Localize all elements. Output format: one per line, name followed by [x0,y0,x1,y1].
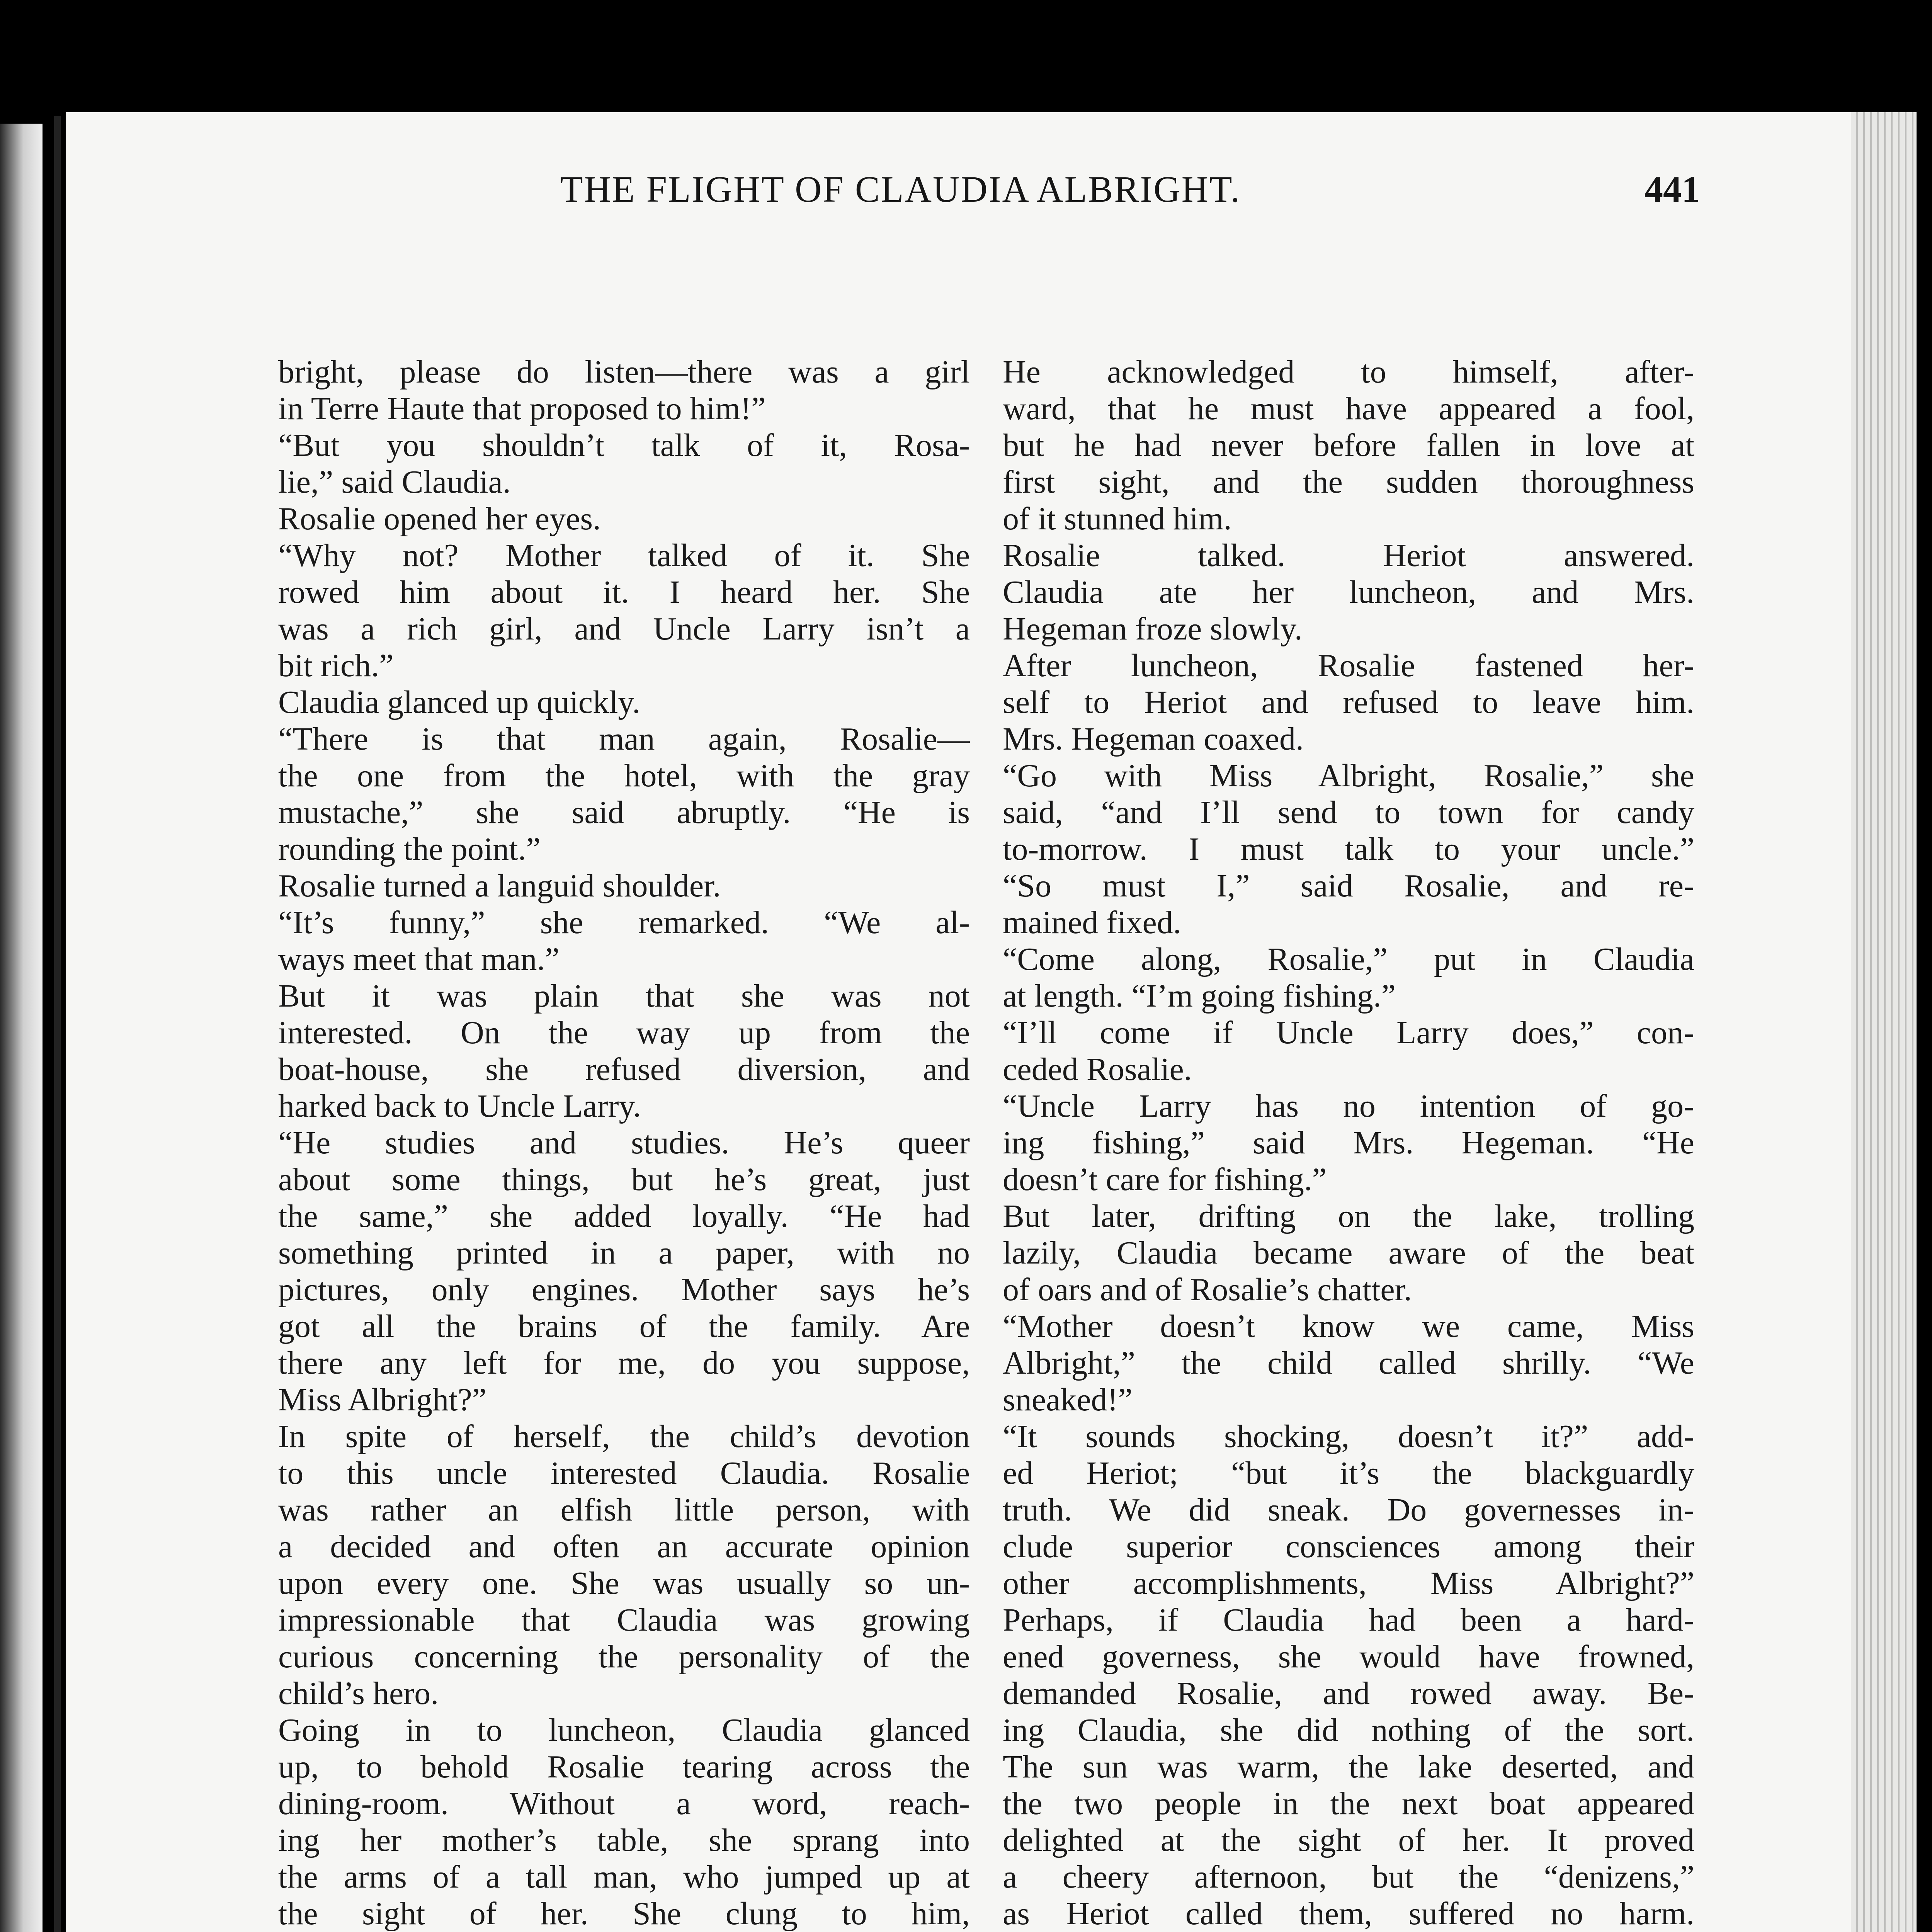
text-line: something printed in a paper, with no [278,1235,970,1271]
text-line: “I’ll come if Uncle Larry does,” con- [1003,1015,1694,1051]
text-line: “Mother doesn’t know we came, Miss [1003,1308,1694,1344]
text-line: curious concerning the personality of the [278,1639,970,1675]
text-line: Miss Albright?” [278,1382,486,1418]
page-number: 441 [1645,168,1700,210]
text-line: dining-room. Without a word, reach- [278,1786,970,1821]
text-line: ing her mother’s table, she sprang into [278,1822,970,1858]
text-line: Hegeman froze slowly. [1003,611,1303,647]
text-line: But later, drifting on the lake, trolling [1003,1198,1694,1234]
text-line: impressionable that Claudia was growing [278,1602,970,1638]
text-line: “Why not? Mother talked of it. She [278,537,970,573]
text-line: After luncheon, Rosalie fastened her- [1003,648,1694,684]
text-line: in Terre Haute that proposed to him!” [278,391,766,427]
text-line: the arms of a tall man, who jumped up at [278,1859,970,1895]
text-line: ward, that he must have appeared a fool, [1003,391,1694,427]
text-line: Albright,” the child called shrilly. “We [1003,1345,1694,1381]
text-line: Claudia glanced up quickly. [278,684,640,720]
text-line: “So must I,” said Rosalie, and re- [1003,868,1694,904]
adjacent-page-edge [0,124,43,1932]
text-line: ened governess, she would have frowned, [1003,1639,1694,1675]
text-line: “Uncle Larry has no intention of go- [1003,1088,1694,1124]
binding-gutter [54,116,61,1932]
text-line: “It’s funny,” she remarked. “We al- [278,905,970,940]
text-line: to this uncle interested Claudia. Rosalie [278,1455,970,1491]
text-line: of it stunned him. [1003,501,1232,537]
text-line: In spite of herself, the child’s devotion [278,1418,970,1454]
text-line: ways meet that man.” [278,941,560,977]
text-line: about some things, but he’s great, just [278,1162,970,1197]
text-line: a cheery afternoon, but the “denizens,” [1003,1859,1694,1895]
text-line: Rosalie opened her eyes. [278,501,601,537]
text-line: Rosalie turned a languid shoulder. [278,868,721,904]
text-line: self to Heriot and refused to leave him. [1003,684,1694,720]
text-line: first sight, and the sudden thoroughness [1003,464,1694,500]
text-line: But it was plain that she was not [278,978,970,1014]
text-line: the two people in the next boat appeared [1003,1786,1694,1821]
text-line: child’s hero. [278,1675,439,1711]
text-line: upon every one. She was usually so un- [278,1565,970,1601]
text-line: rounding the point.” [278,831,541,867]
text-line: Mrs. Hegeman coaxed. [1003,721,1304,757]
text-line: at length. “I’m going fishing.” [1003,978,1396,1014]
text-line: a decided and often an accurate opinion [278,1529,970,1565]
text-line: harked back to Uncle Larry. [278,1088,641,1124]
text-line: bit rich.” [278,648,394,684]
page-stack-edges [1851,112,1917,1932]
text-line: ing fishing,” said Mrs. Hegeman. “He [1003,1125,1694,1161]
text-line: mustache,” she said abruptly. “He is [278,794,970,830]
text-line: ed Heriot; “but it’s the blackguardly [1003,1455,1694,1491]
text-line: Rosalie talked. Heriot answered. [1003,537,1694,573]
text-line: the sight of her. She clung to him, [278,1896,970,1932]
text-line: the one from the hotel, with the gray [278,758,970,794]
text-line: but he had never before fallen in love at [1003,427,1694,463]
text-line: Claudia ate her luncheon, and Mrs. [1003,574,1694,610]
text-line: “He studies and studies. He’s queer [278,1125,970,1161]
text-line: “There is that man again, Rosalie— [278,721,970,757]
text-line: lazily, Claudia became aware of the beat [1003,1235,1694,1271]
text-line: Going in to luncheon, Claudia glanced [278,1712,970,1748]
text-line: delighted at the sight of her. It proved [1003,1822,1694,1858]
text-column-right [1003,354,1694,1932]
text-line: “It sounds shocking, doesn’t it?” add- [1003,1418,1694,1454]
text-line: mained fixed. [1003,905,1181,940]
text-line: lie,” said Claudia. [278,464,511,500]
text-line: clude superior consciences among their [1003,1529,1694,1565]
text-line: He acknowledged to himself, after- [1003,354,1694,390]
text-line: was rather an elfish little person, with [278,1492,970,1528]
text-line: up, to behold Rosalie tearing across the [278,1749,970,1785]
text-line: demanded Rosalie, and rowed away. Be- [1003,1675,1694,1711]
text-line: as Heriot called them, suffered no harm. [1003,1896,1694,1932]
text-line: The sun was warm, the lake deserted, and [1003,1749,1694,1785]
text-line: bright, please do listen—there was a girl [278,354,970,390]
text-line: sneaked!” [1003,1382,1133,1418]
text-line: ing Claudia, she did nothing of the sort. [1003,1712,1694,1748]
text-line: “Come along, Rosalie,” put in Claudia [1003,941,1694,977]
text-line: rowed him about it. I heard her. She [278,574,970,610]
text-line: said, “and I’ll send to town for candy [1003,794,1694,830]
text-line: “But you shouldn’t talk of it, Rosa- [278,427,970,463]
text-line: pictures, only engines. Mother says he’s [278,1272,970,1308]
text-line: ceded Rosalie. [1003,1051,1192,1087]
text-line: to-morrow. I must talk to your uncle.” [1003,831,1694,867]
text-line: interested. On the way up from the [278,1015,970,1051]
text-line: truth. We did sneak. Do governesses in- [1003,1492,1694,1528]
text-line: boat-house, she refused diversion, and [278,1051,970,1087]
text-line: got all the brains of the family. Are [278,1308,970,1344]
running-head-title: THE FLIGHT OF CLAUDIA ALBRIGHT. [560,168,1241,210]
text-line: was a rich girl, and Uncle Larry isn’t a [278,611,970,647]
text-line: the same,” she added loyally. “He had [278,1198,970,1234]
text-line: doesn’t care for fishing.” [1003,1162,1327,1197]
text-line: of oars and of Rosalie’s chatter. [1003,1272,1412,1308]
text-line: other accomplishments, Miss Albright?” [1003,1565,1694,1601]
text-line: Perhaps, if Claudia had been a hard- [1003,1602,1694,1638]
text-column-left [278,354,970,1932]
text-line: there any left for me, do you suppose, [278,1345,970,1381]
text-line: “Go with Miss Albright, Rosalie,” she [1003,758,1694,794]
